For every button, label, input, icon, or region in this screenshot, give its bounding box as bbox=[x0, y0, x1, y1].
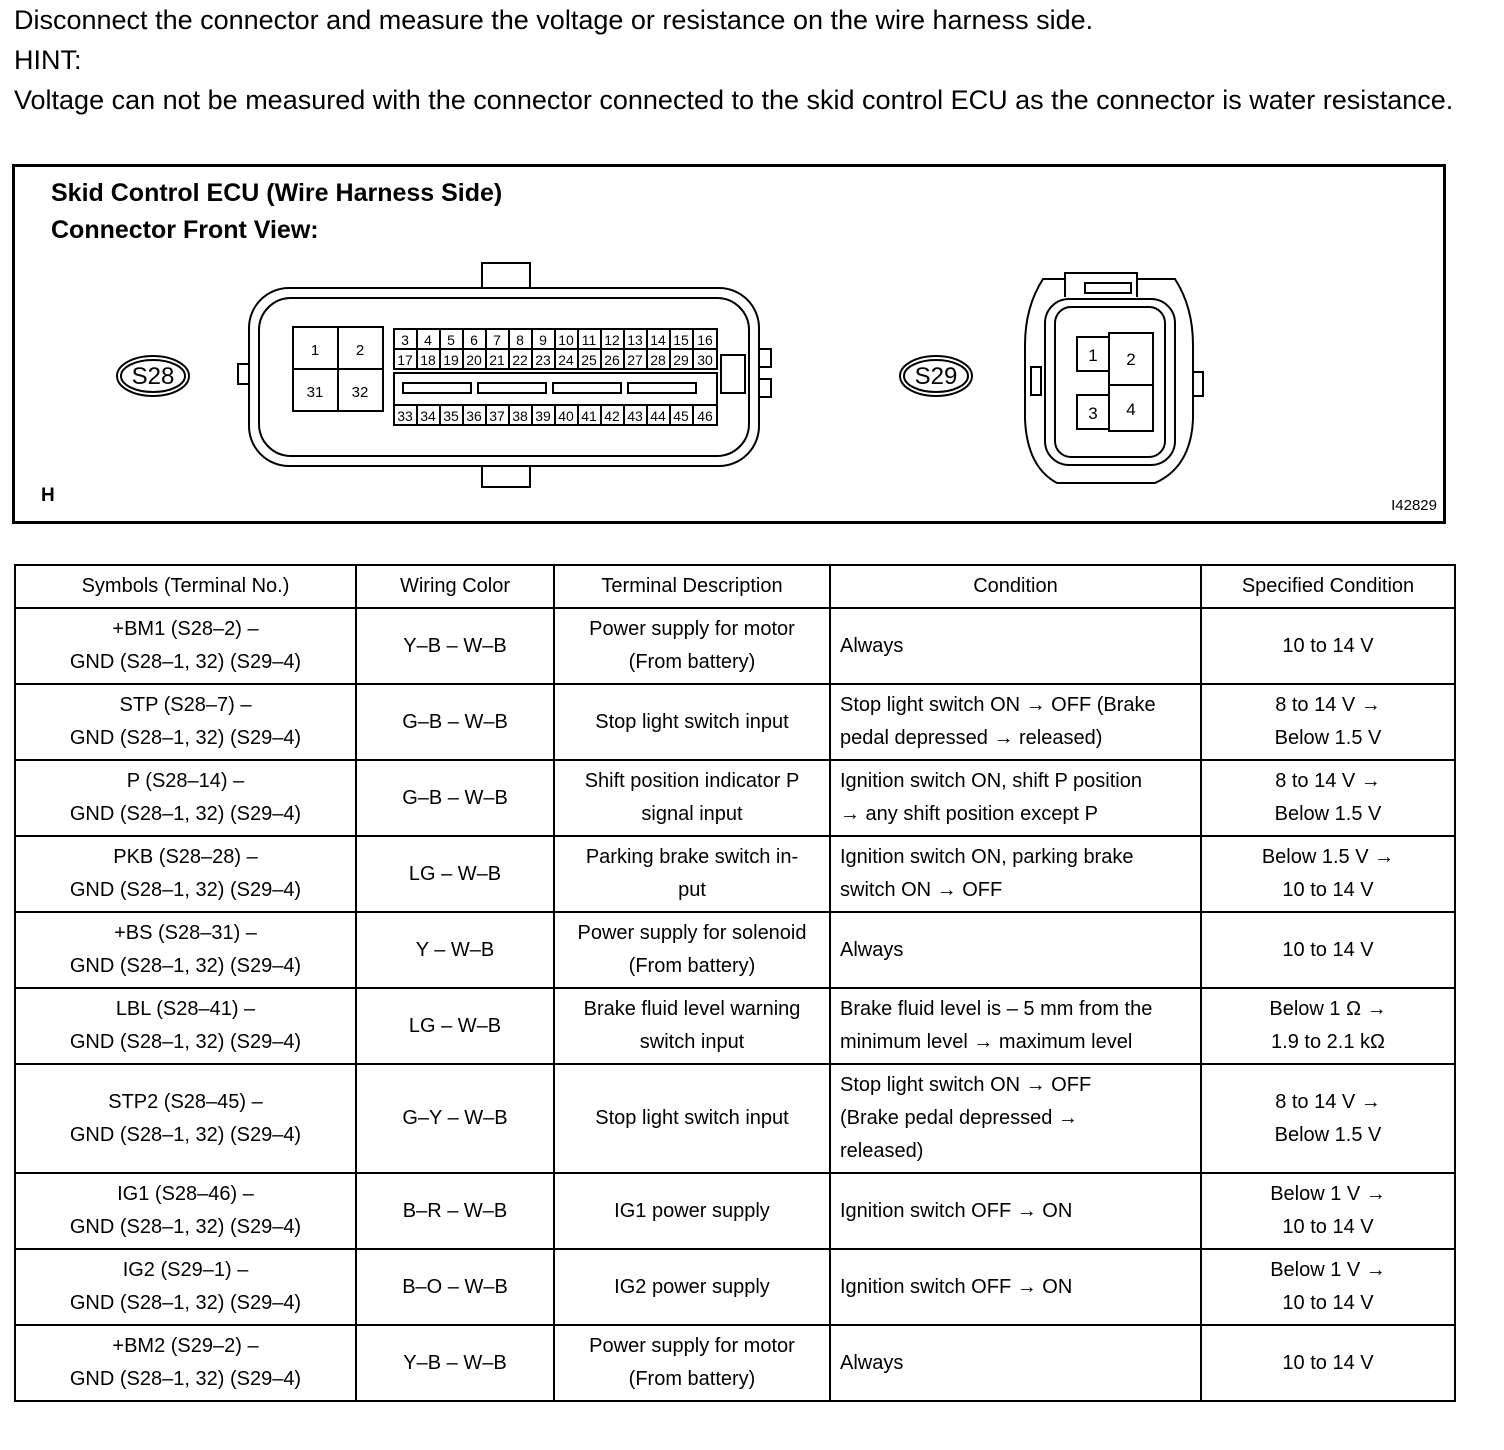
condition-cell: Always bbox=[830, 1325, 1201, 1401]
terminal-spec-table bbox=[14, 564, 1456, 1402]
header-condition: Condition bbox=[830, 565, 1201, 608]
header-specified-condition: Specified Condition bbox=[1201, 565, 1455, 608]
s28-pin: 28 bbox=[650, 352, 666, 368]
s28-pin: 12 bbox=[604, 332, 620, 348]
description-cell: IG1 power supply bbox=[554, 1173, 830, 1249]
connector-drawing bbox=[15, 167, 1443, 521]
s28-pin: 34 bbox=[420, 408, 436, 424]
s29-label: S29 bbox=[914, 363, 958, 390]
s28-pin: 10 bbox=[558, 332, 574, 348]
specified-condition-cell: Below 1 V → 10 to 14 V bbox=[1201, 1173, 1455, 1249]
s28-pin: 14 bbox=[650, 332, 666, 348]
specified-condition-cell: 10 to 14 V bbox=[1201, 912, 1455, 988]
s28-pin: 8 bbox=[516, 332, 524, 348]
s28-pin: 1 bbox=[310, 342, 320, 359]
header-wiring-color: Wiring Color bbox=[356, 565, 554, 608]
s28-pin: 37 bbox=[489, 408, 505, 424]
s28-pin: 21 bbox=[489, 352, 505, 368]
hint-text: Voltage can not be measured with the connector connected to the skid control ECU as the connector is water resistance. bbox=[14, 85, 1454, 115]
table-row bbox=[15, 684, 1455, 760]
wiring-color-cell: LG – W–B bbox=[356, 988, 554, 1064]
s28-right-tab-top bbox=[759, 349, 771, 367]
s28-pin: 40 bbox=[558, 408, 574, 424]
s28-pin: 19 bbox=[443, 352, 459, 368]
symbol-cell: PKB (S28–28) – GND (S28–1, 32) (S29–4) bbox=[15, 836, 356, 912]
s28-pin: 41 bbox=[581, 408, 597, 424]
connector-figure bbox=[12, 164, 1446, 524]
wiring-color-cell: G–Y – W–B bbox=[356, 1064, 554, 1173]
specified-condition-cell: Below 1 Ω → 1.9 to 2.1 kΩ bbox=[1201, 988, 1455, 1064]
s28-pin: 17 bbox=[397, 352, 413, 368]
figure-corner-label: H bbox=[41, 485, 55, 506]
s28-pin: 44 bbox=[650, 408, 666, 424]
s28-pin: 42 bbox=[604, 408, 620, 424]
specified-condition-cell: Below 1.5 V → 10 to 14 V bbox=[1201, 836, 1455, 912]
s29-pin: 4 bbox=[1126, 400, 1136, 419]
description-cell: Parking brake switch in- put bbox=[554, 836, 830, 912]
s28-pin: 7 bbox=[493, 332, 501, 348]
s28-pin: 3 bbox=[401, 332, 409, 348]
specified-condition-cell: 10 to 14 V bbox=[1201, 608, 1455, 684]
wiring-color-cell: Y–B – W–B bbox=[356, 608, 554, 684]
specified-condition-cell: Below 1 V → 10 to 14 V bbox=[1201, 1249, 1455, 1325]
table-row bbox=[15, 1173, 1455, 1249]
s28-pin: 15 bbox=[673, 332, 689, 348]
hint-label: HINT: bbox=[14, 45, 82, 75]
specified-condition-cell: 8 to 14 V → Below 1.5 V bbox=[1201, 1064, 1455, 1173]
specified-condition-cell: 8 to 14 V → Below 1.5 V bbox=[1201, 760, 1455, 836]
table-row bbox=[15, 836, 1455, 912]
description-cell: Stop light switch input bbox=[554, 1064, 830, 1173]
s28-right-tab-bottom bbox=[759, 379, 771, 397]
condition-cell: Ignition switch ON, shift P position → any shift position except P bbox=[830, 760, 1201, 836]
intro-text bbox=[14, 0, 1494, 120]
figure-title-line1: Skid Control ECU (Wire Harness Side) bbox=[51, 179, 503, 207]
s28-pin: 32 bbox=[351, 384, 369, 401]
condition-cell: Ignition switch ON, parking brake switch ON → OFF bbox=[830, 836, 1201, 912]
figure-code: I42829 bbox=[1391, 497, 1437, 514]
symbol-cell: LBL (S28–41) – GND (S28–1, 32) (S29–4) bbox=[15, 988, 356, 1064]
symbol-cell: IG2 (S29–1) – GND (S28–1, 32) (S29–4) bbox=[15, 1249, 356, 1325]
condition-cell: Stop light switch ON → OFF (Brake pedal depressed → released) bbox=[830, 684, 1201, 760]
description-cell: Brake fluid level warning switch input bbox=[554, 988, 830, 1064]
table-row bbox=[15, 1325, 1455, 1401]
s28-pin: 45 bbox=[673, 408, 689, 424]
symbol-cell: IG1 (S28–46) – GND (S28–1, 32) (S29–4) bbox=[15, 1173, 356, 1249]
s29-pin: 3 bbox=[1088, 404, 1098, 423]
description-cell: Power supply for solenoid (From battery) bbox=[554, 912, 830, 988]
s28-pin: 30 bbox=[697, 352, 713, 368]
s28-pin: 39 bbox=[535, 408, 551, 424]
table-row bbox=[15, 608, 1455, 684]
wiring-color-cell: Y – W–B bbox=[356, 912, 554, 988]
wiring-color-cell: Y–B – W–B bbox=[356, 1325, 554, 1401]
s28-pin: 4 bbox=[424, 332, 432, 348]
s28-pin: 38 bbox=[512, 408, 528, 424]
table-row bbox=[15, 912, 1455, 988]
wiring-color-cell: B–R – W–B bbox=[356, 1173, 554, 1249]
description-cell: Shift position indicator P signal input bbox=[554, 760, 830, 836]
wiring-color-cell: G–B – W–B bbox=[356, 760, 554, 836]
table-row bbox=[15, 1249, 1455, 1325]
wiring-color-cell: LG – W–B bbox=[356, 836, 554, 912]
table-row bbox=[15, 760, 1455, 836]
s28-pin: 20 bbox=[466, 352, 482, 368]
s28-pin: 36 bbox=[466, 408, 482, 424]
table-row bbox=[15, 1064, 1455, 1173]
table-row bbox=[15, 988, 1455, 1064]
s28-pin: 18 bbox=[420, 352, 436, 368]
header-terminal-description: Terminal Description bbox=[554, 565, 830, 608]
symbol-cell: STP2 (S28–45) – GND (S28–1, 32) (S29–4) bbox=[15, 1064, 356, 1173]
s28-pin: 29 bbox=[673, 352, 689, 368]
s28-pin: 35 bbox=[443, 408, 459, 424]
s28-top-latch bbox=[482, 263, 530, 291]
specified-condition-cell: 8 to 14 V → Below 1.5 V bbox=[1201, 684, 1455, 760]
s28-pin: 31 bbox=[306, 384, 324, 401]
s28-pin: 27 bbox=[627, 352, 643, 368]
condition-cell: Brake fluid level is – 5 mm from the minimum level → maximum level bbox=[830, 988, 1201, 1064]
s28-pin: 46 bbox=[697, 408, 713, 424]
header-symbols: Symbols (Terminal No.) bbox=[15, 565, 356, 608]
symbol-cell: STP (S28–7) – GND (S28–1, 32) (S29–4) bbox=[15, 684, 356, 760]
symbol-cell: +BS (S28–31) – GND (S28–1, 32) (S29–4) bbox=[15, 912, 356, 988]
s28-pin: 5 bbox=[447, 332, 455, 348]
s28-pin: 6 bbox=[470, 332, 478, 348]
intro-instruction: Disconnect the connector and measure the voltage or resistance on the wire harness side. bbox=[14, 5, 1094, 35]
condition-cell: Always bbox=[830, 608, 1201, 684]
wiring-color-cell: G–B – W–B bbox=[356, 684, 554, 760]
s28-pin: 43 bbox=[627, 408, 643, 424]
s28-pin: 16 bbox=[697, 332, 713, 348]
s28-pin: 13 bbox=[627, 332, 643, 348]
condition-cell: Ignition switch OFF → ON bbox=[830, 1173, 1201, 1249]
condition-cell: Always bbox=[830, 912, 1201, 988]
s28-label: S28 bbox=[131, 363, 175, 390]
s28-pin: 23 bbox=[535, 352, 551, 368]
description-cell: Stop light switch input bbox=[554, 684, 830, 760]
symbol-cell: +BM2 (S29–2) – GND (S28–1, 32) (S29–4) bbox=[15, 1325, 356, 1401]
s28-pin: 9 bbox=[539, 332, 547, 348]
symbol-cell: P (S28–14) – GND (S28–1, 32) (S29–4) bbox=[15, 760, 356, 836]
s28-pin: 33 bbox=[397, 408, 413, 424]
s28-housing-outer bbox=[249, 288, 759, 466]
s28-pin: 26 bbox=[604, 352, 620, 368]
figure-title-line2: Connector Front View: bbox=[51, 216, 319, 244]
s28-pin: 11 bbox=[581, 332, 597, 348]
table-header-row bbox=[15, 565, 1455, 608]
description-cell: Power supply for motor (From battery) bbox=[554, 1325, 830, 1401]
wiring-color-cell: B–O – W–B bbox=[356, 1249, 554, 1325]
condition-cell: Ignition switch OFF → ON bbox=[830, 1249, 1201, 1325]
specified-condition-cell: 10 to 14 V bbox=[1201, 1325, 1455, 1401]
s28-pin: 22 bbox=[512, 352, 528, 368]
s29-pin: 2 bbox=[1126, 350, 1136, 369]
s28-pin: 25 bbox=[581, 352, 597, 368]
description-cell: IG2 power supply bbox=[554, 1249, 830, 1325]
s28-pin: 2 bbox=[355, 342, 365, 359]
s28-pin: 24 bbox=[558, 352, 574, 368]
s29-pin: 1 bbox=[1088, 346, 1098, 365]
symbol-cell: +BM1 (S28–2) – GND (S28–1, 32) (S29–4) bbox=[15, 608, 356, 684]
description-cell: Power supply for motor (From battery) bbox=[554, 608, 830, 684]
condition-cell: Stop light switch ON → OFF (Brake pedal depressed → released) bbox=[830, 1064, 1201, 1173]
